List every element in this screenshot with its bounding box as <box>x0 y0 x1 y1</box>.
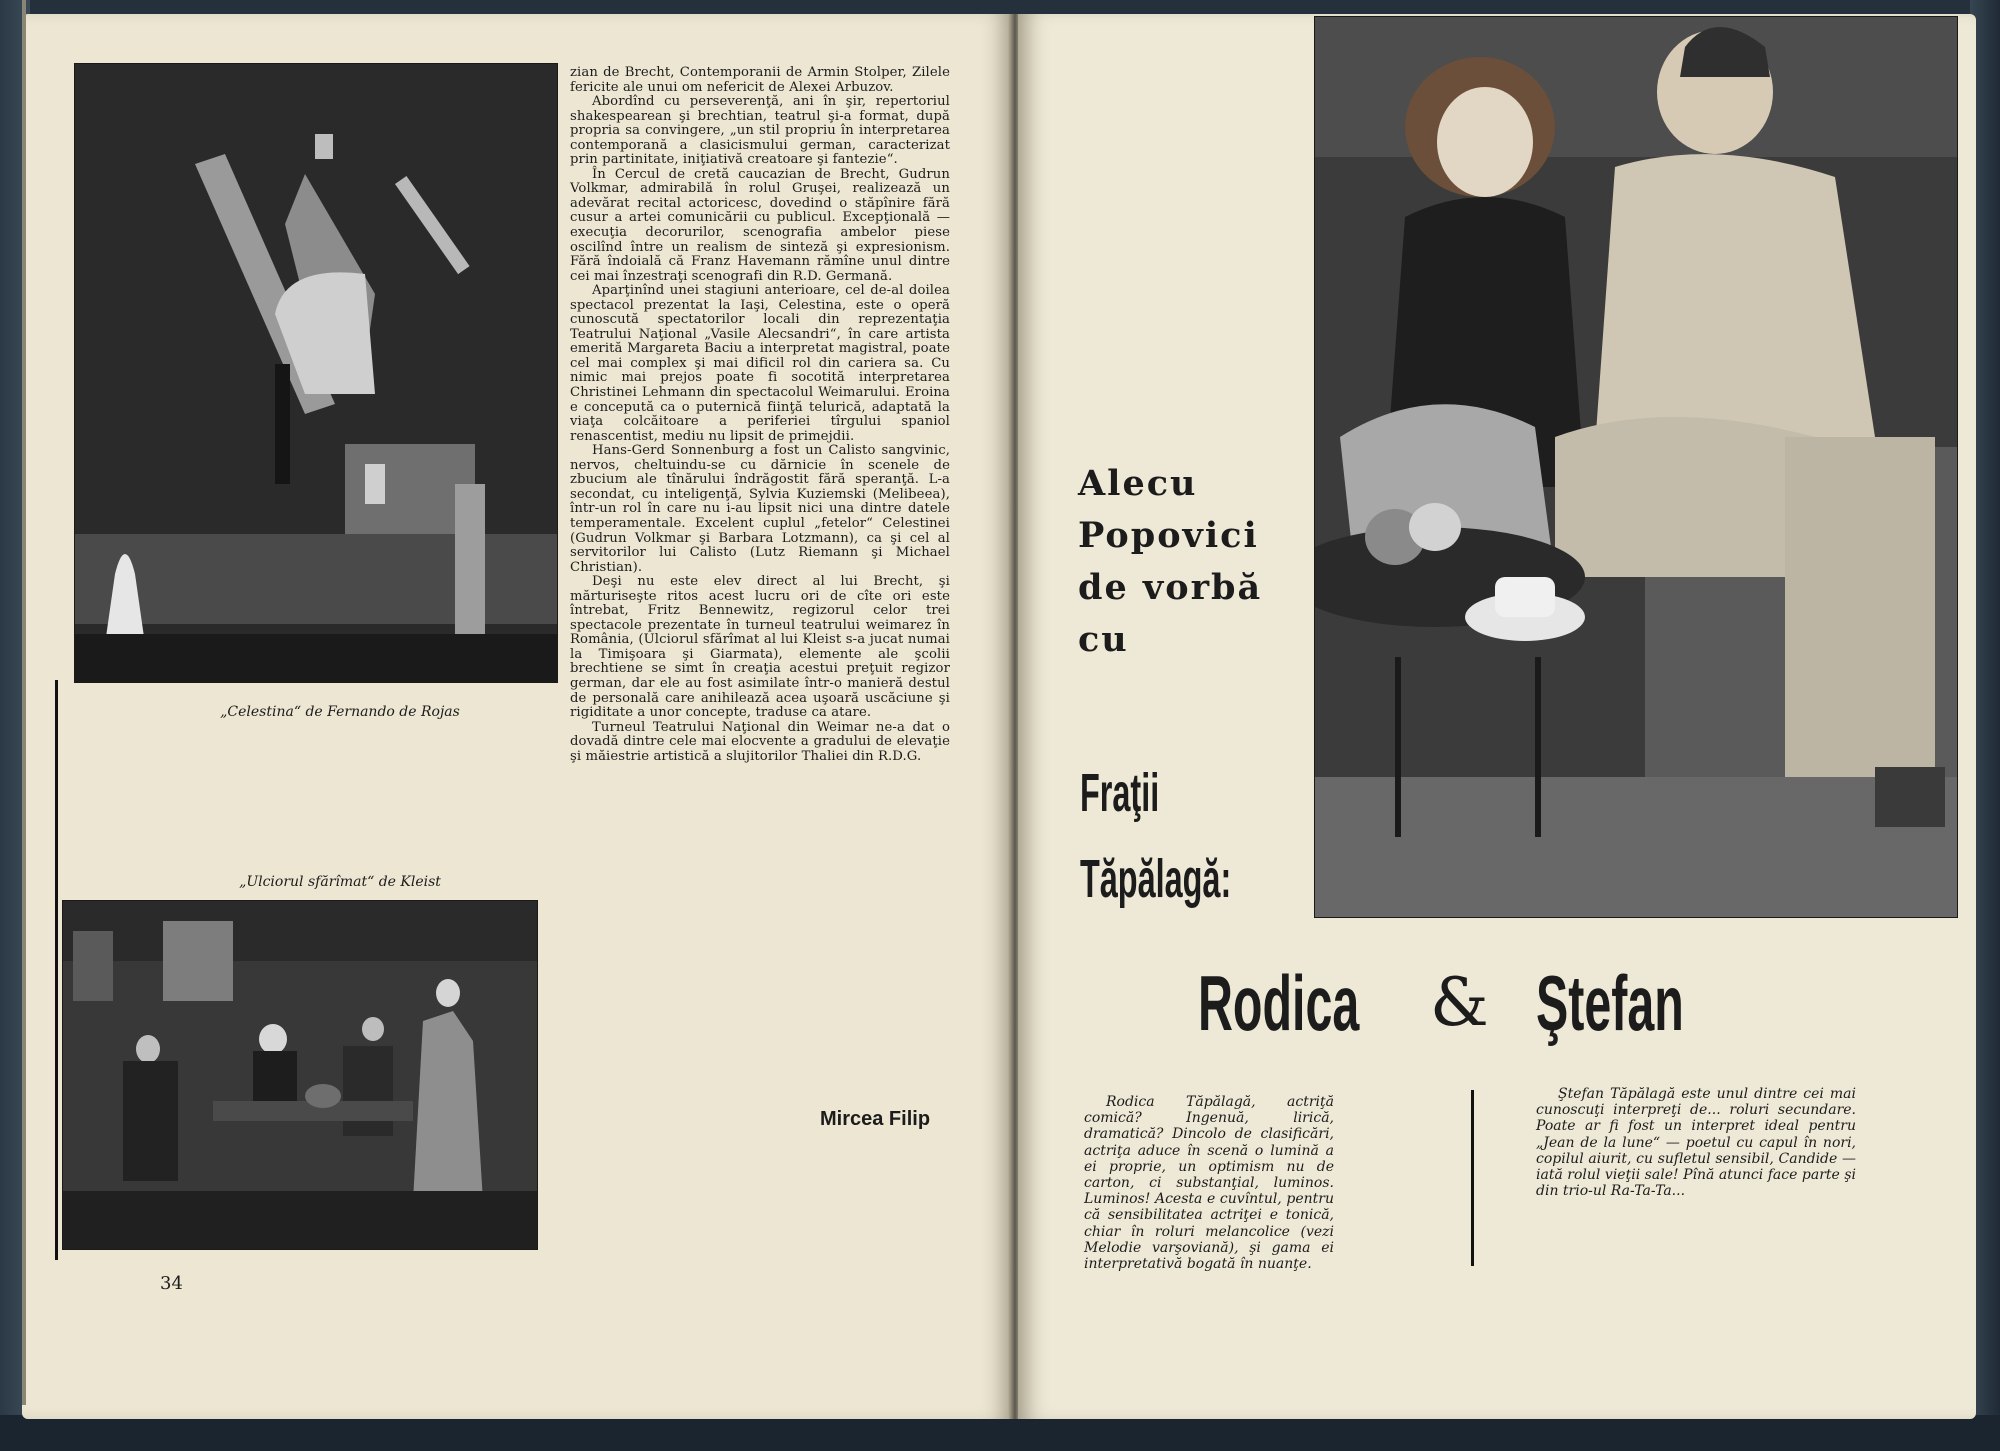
page-number: 34 <box>160 1273 183 1294</box>
article-paragraph: Aparţinînd unei stagiuni anterioare, cel de-al doilea spectacol prezentat la Iaşi, Celestina, este o operă cunoscută spectatorilor locali din reprezentaţia Teatrului Naţional „Vasile Alecsandri“, în care artista emerită Margareta Baciu a interpretat magistral, poate cel mai complex şi mai dificil rol din cariera sa. Cu nimic mai prejos poate fi socotită interpretarea Christinei Lehmann din spectacolul Weimarului. Eroina e concepută ca o puternică fiinţă telurică, adaptată la viaţa colcăitoare a periferiei tîrgului spaniol renascentist, mediu nu lipsit de primejdii. <box>570 283 950 444</box>
author-signature: Mircea Filip <box>820 1108 931 1130</box>
intro-divider <box>1471 1090 1474 1266</box>
title-line-tapalaga: Tăpălagă: <box>1080 849 1232 909</box>
article-paragraph: Turneul Teatrului Naţional din Weimar ne-a dat o dovadă dintre cele mai elocvente a gradului de elevaţie şi măiestrie artistică a slujitorilor Thaliei din R.D.G. <box>570 719 950 764</box>
article-column <box>570 66 950 764</box>
intro-stefan-text: Ştefan Tăpălagă este unul dintre cei mai cunoscuţi interpreţi de... roluri secundare. Poate ar fi fost un interpret ideal pentru „Jean de la lune“ — poetul cu capul în nori, copilul aiurit, cu sufletul sensibil, Candide — iată rolul vieţii sale! Pînă atunci face parte şi din trio-ul Ra-Ta-Ta... <box>1536 1086 1856 1200</box>
article-paragraph: În Cercul de cretă caucazian de Brecht, Gudrun Volkmar, admirabilă în rolul Gruşei, realizează un adevărat recital actoricesc, dovedind o stăpînire fără cusur a artei comunicării cu publicul. Excepţională — execuţia decorurilor, scenografia ambelor piese oscilînd între un realism de sinteză şi expresionism. Fără îndoială că Franz Havemann rămîne unul dintre cei mai înzestraţi scenografi din R.D. Germană. <box>570 166 950 284</box>
left-margin-rule <box>55 680 58 1260</box>
caption-ulciorul: „Ulciorul sfărîmat“ de Kleist <box>239 874 441 890</box>
kicker-line: Alecu <box>1078 463 1198 504</box>
page-edge <box>22 0 26 1405</box>
intro-rodica-text: Rodica Tăpălagă, actriţă comică? Ingenuă, lirică, dramatică? Dincolo de clasificări, actriţa aduce în scenă o lumină a ei proprie, un optimism nu de carton, ci substanţial, luminos. Luminos! Acesta e cuvîntul, pentru că sensibilitatea actriţei e tonică, chiar în roluri melancolice (vezi Melodie varşoviană), şi gama ei interpretativă bogată în nuanţe. <box>1084 1094 1334 1273</box>
kicker-line: Popovici <box>1078 515 1259 556</box>
photo-ulciorul <box>62 900 538 1250</box>
kicker-line: de vorbă <box>1078 567 1263 608</box>
article-paragraph: zian de Brecht, Contemporanii de Armin Stolper, Zilele fericite ale unui om nefericit de Alexei Arbuzov. <box>570 65 950 95</box>
intro-rodica <box>1084 1094 1334 1272</box>
headline-name-stefan: Ştefan <box>1536 959 1684 1047</box>
title-line-fratii: Fraţii <box>1080 763 1160 823</box>
intro-stefan <box>1536 1086 1856 1199</box>
photo-celestina <box>74 63 558 683</box>
kicker-line: cu <box>1078 619 1129 660</box>
interview-kicker <box>1078 458 1308 666</box>
photo-rodica-stefan <box>1314 16 1958 918</box>
article-paragraph: Hans-Gerd Sonnenburg a fost un Calisto sangvinic, nervos, cheltuindu-se cu dărnicie în scenele de zbucium ale tînărului îndrăgostit fără speranţă. L-a secondat, cu inteligenţă, Sylvia Kuziemski (Melibeea), într-un rol în care nu i-au lipsit nici una dintre datele temperamentale. Excelent cuplul „fetelor“ Celestinei (Gudrun Volkmar şi Barbara Lotzmann), ca şi cel al servitorilor lui Calisto (Lutz Riemann şi Michael Christian). <box>570 443 950 575</box>
headline-ampersand: & <box>1430 964 1489 1041</box>
headline-name-rodica: Rodica <box>1198 959 1360 1047</box>
article-paragraph: Abordînd cu perseverenţă, ani în şir, repertoriul shakespearean şi brechtian, teatrul şi-a format, după propria sa convingere, „un stil propriu în interpretarea contemporană a clasicismului german, caracterizat prin partinitate, iniţiativă creatoare şi fantezie“. <box>570 94 950 168</box>
caption-celestina: „Celestina“ de Fernando de Rojas <box>220 704 460 720</box>
article-paragraph: Deşi nu este elev direct al lui Brecht, şi mărturiseşte ritos acest lucru ori de cîte ori este întrebat, Fritz Bennewitz, regizorul celor trei spectacole prezentate în turneul teatrului weimarez în România, (Ulciorul sfărîmat al lui Kleist s-a jucat numai la Timişoara şi Giarmata), elemente ale şcolii brechtiene se simt în creaţia acestui preţuit regizor german, dar ele au fost asimilate într-o manieră destul de personală care anihilează acea uşoară uscăciune şi rigiditate a unor concepte, traduse ca atare. <box>570 574 950 721</box>
